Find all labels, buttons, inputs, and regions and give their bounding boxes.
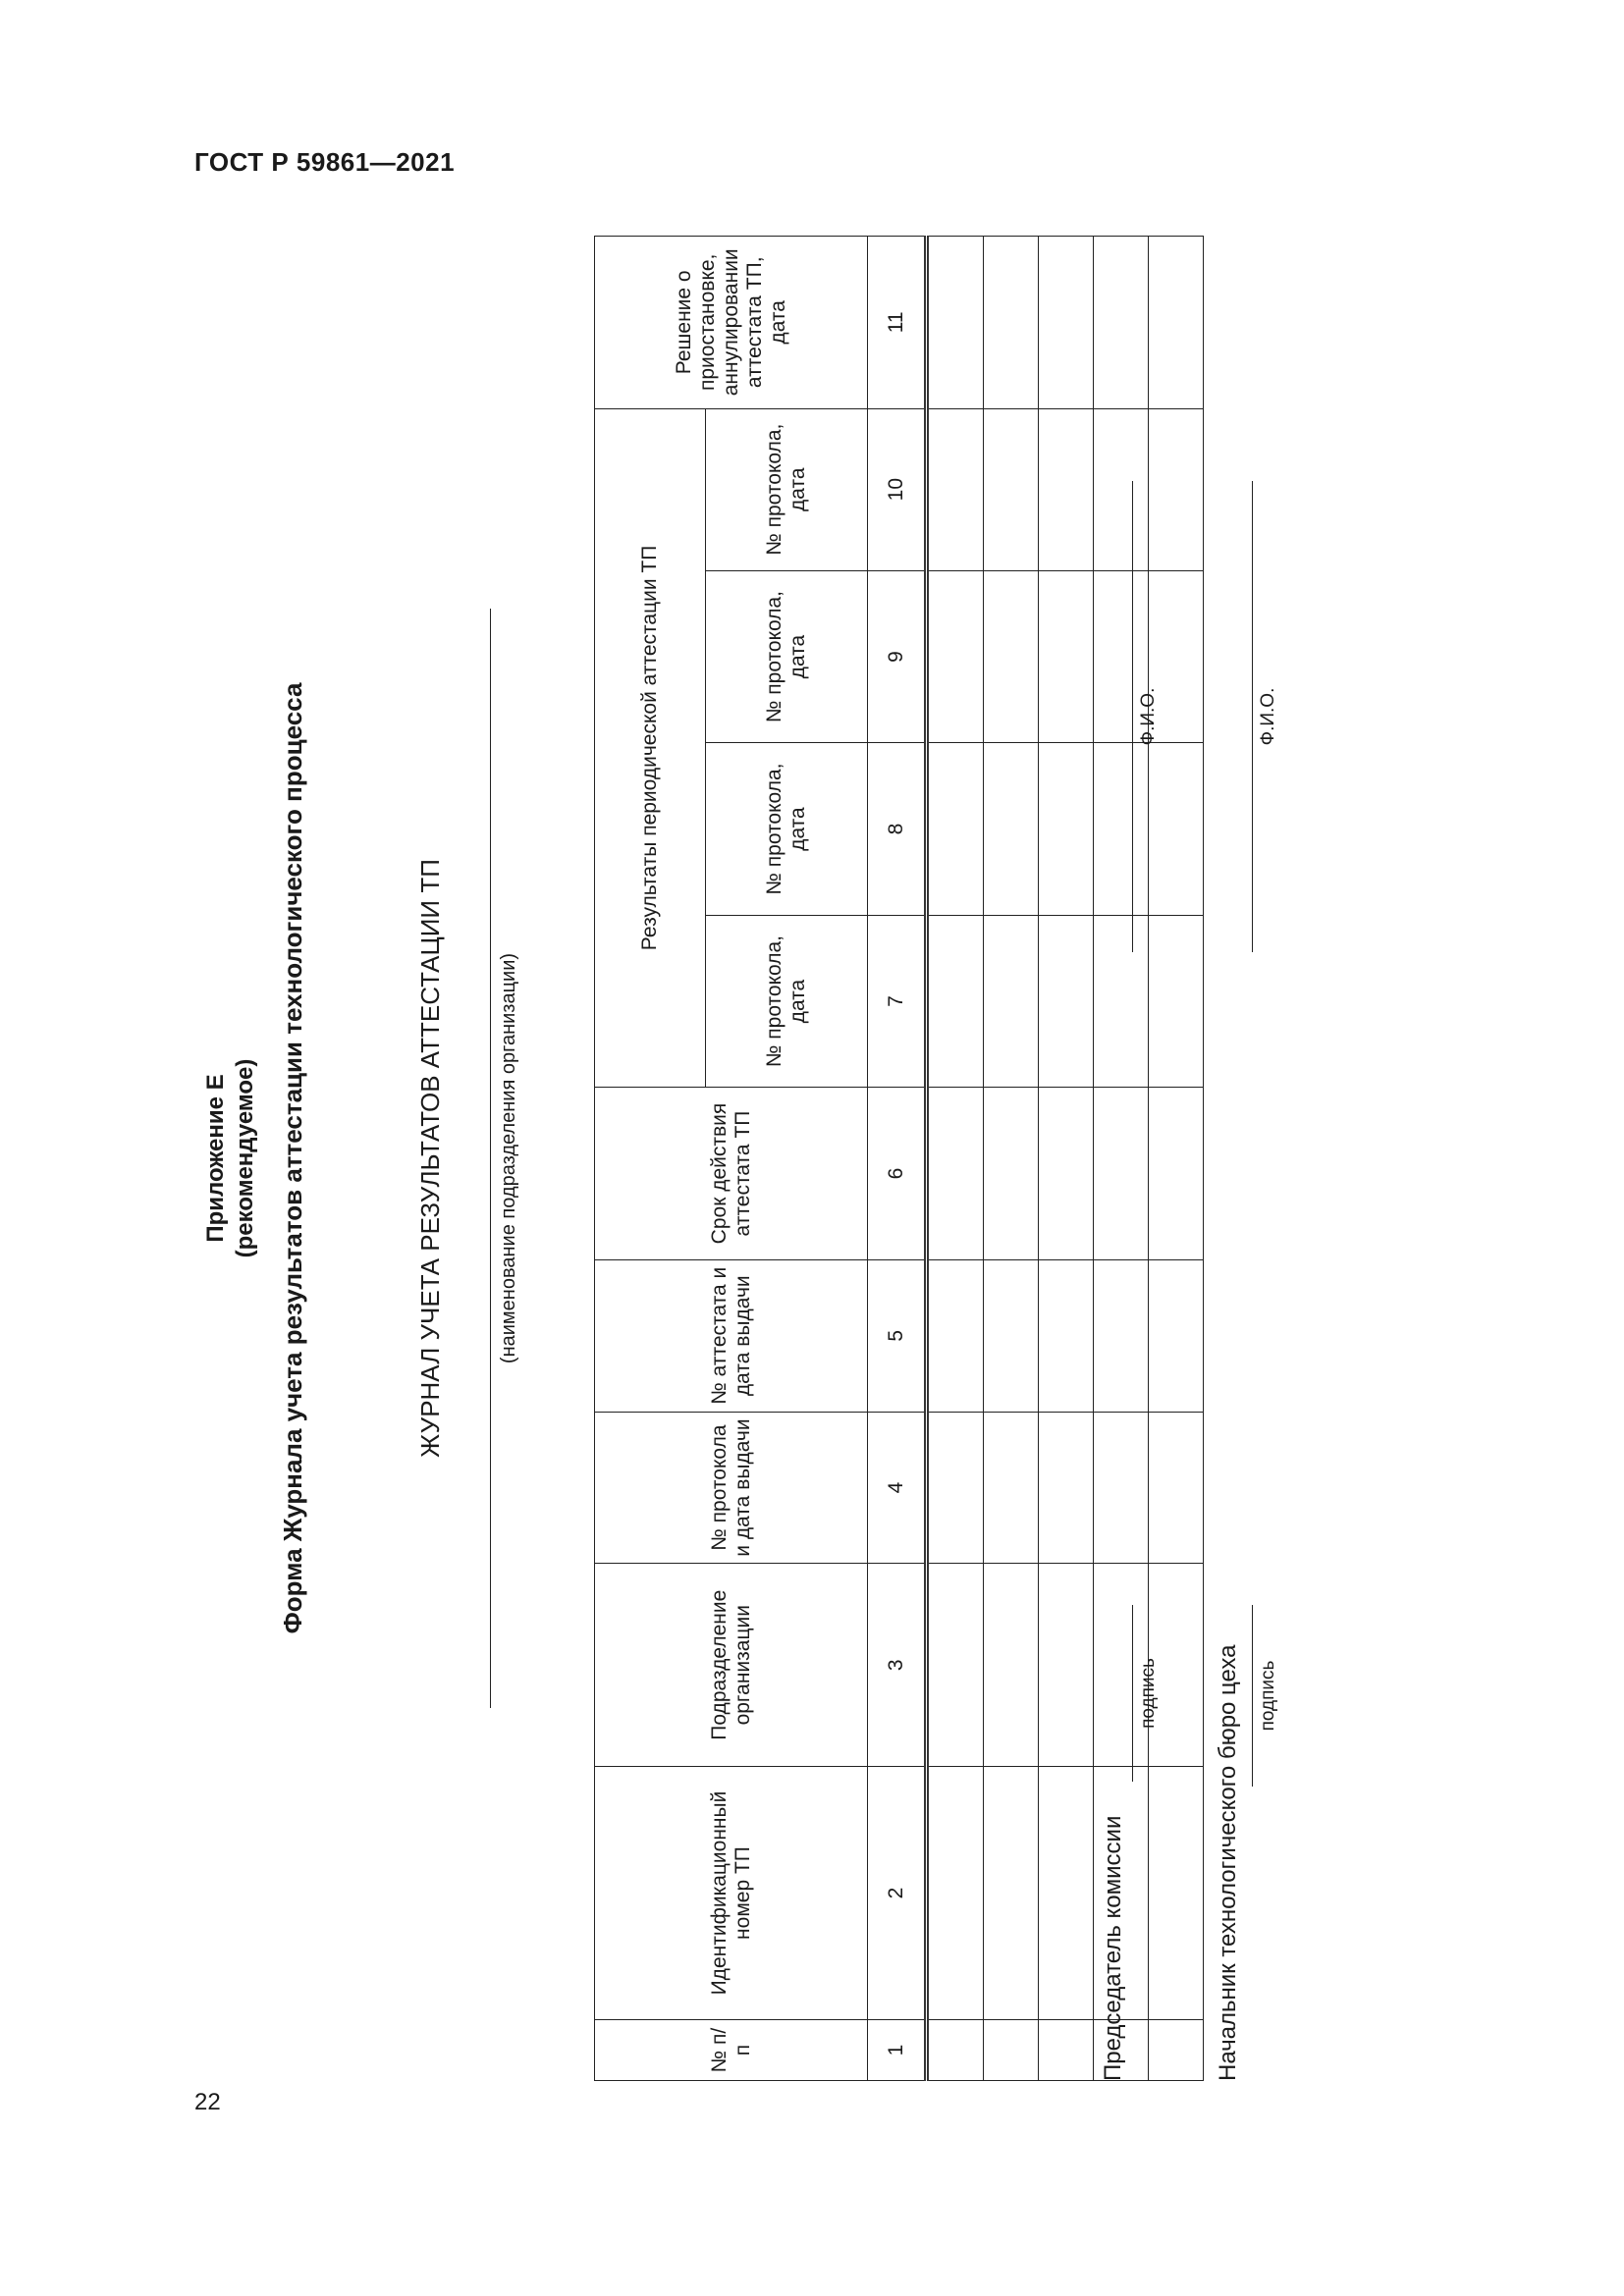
table-cell (1039, 2020, 1094, 2081)
table-cell (1149, 237, 1204, 409)
appendix-heading (201, 236, 260, 2081)
org-name-caption: (наименование подразделения организации) (498, 952, 519, 1364)
chair-label: Председатель комиссии (1100, 1815, 1126, 2081)
table-cell (927, 1259, 984, 1412)
column-number: 2 (868, 1766, 927, 2019)
column-number: 1 (868, 2020, 927, 2081)
table-cell (927, 915, 984, 1088)
chief-name-line (1252, 481, 1253, 952)
chief-signature-caption: подпись (1258, 1660, 1278, 1732)
table-row (927, 237, 984, 2081)
table-cell (984, 1766, 1039, 2019)
col-header-periodic-4: № протокола, дата (706, 408, 868, 570)
page-number: 22 (194, 2089, 221, 2115)
column-number: 9 (868, 570, 927, 743)
col-header-validity: Срок действия аттестата ТП (595, 1088, 868, 1260)
appendix-subtitle: (рекомендуемое) (232, 1058, 258, 1258)
table-cell (984, 1259, 1039, 1412)
org-name-line (490, 609, 491, 1708)
table-cell (984, 1412, 1039, 1564)
column-number: 6 (868, 1088, 927, 1260)
col-header-protocol: № протокола и дата выдачи (595, 1412, 868, 1564)
chief-signature-line (1252, 1605, 1253, 1787)
table-cell (1039, 570, 1094, 743)
col-header-tp-id: Идентификационный номер ТП (595, 1766, 868, 2019)
appendix-title: Приложение Е (202, 1074, 229, 1243)
table-cell (1039, 743, 1094, 916)
journal-table (594, 236, 1204, 2081)
column-number: 11 (868, 237, 927, 409)
col-header-periodic-results: Результаты периодической аттестации ТП (595, 408, 706, 1088)
table-cell (927, 1766, 984, 2019)
table-cell (984, 743, 1039, 916)
table-cell (1149, 1766, 1204, 2019)
table-cell (927, 743, 984, 916)
table-cell (984, 1564, 1039, 1766)
table-cell (1039, 408, 1094, 570)
table-cell (927, 237, 984, 409)
col-header-decision: Решение о приостановке, аннулировании аттестата ТП, дата (595, 237, 868, 409)
col-header-periodic-2: № протокола, дата (706, 743, 868, 916)
col-header-certificate: № аттестата и дата выдачи (595, 1259, 868, 1412)
table-cell (1039, 1088, 1094, 1260)
column-number: 8 (868, 743, 927, 916)
table-cell (984, 2020, 1039, 2081)
table-cell (927, 570, 984, 743)
col-header-periodic-3: № протокола, дата (706, 570, 868, 743)
table-cell (1149, 2020, 1204, 2081)
column-number: 5 (868, 1259, 927, 1412)
table-cell (927, 408, 984, 570)
landscape-content (182, 236, 1340, 2081)
table-cell (1094, 1088, 1149, 1260)
table-cell (1039, 1259, 1094, 1412)
table-cell (984, 1088, 1039, 1260)
column-number: 7 (868, 915, 927, 1088)
table-cell (1094, 1259, 1149, 1412)
table-cell (927, 1412, 984, 1564)
chief-name-caption: Ф.И.О. (1258, 687, 1278, 746)
table-cell (1039, 1412, 1094, 1564)
chair-name-caption: Ф.И.О. (1138, 687, 1159, 746)
table-cell (1149, 1259, 1204, 1412)
journal-title: ЖУРНАЛ УЧЕТА РЕЗУЛЬТАТОВ АТТЕСТАЦИИ ТП (415, 859, 445, 1458)
chair-signature-caption: подпись (1138, 1658, 1159, 1729)
col-header-number: № п/п (595, 2020, 868, 2081)
column-number: 10 (868, 408, 927, 570)
table-cell (984, 408, 1039, 570)
column-number-row (868, 237, 927, 2081)
table-row (1039, 237, 1094, 2081)
col-header-periodic-1: № протокола, дата (706, 915, 868, 1088)
document-header: ГОСТ Р 59861—2021 (194, 147, 456, 177)
table-cell (1039, 1766, 1094, 2019)
table-cell (927, 1564, 984, 1766)
table-row (984, 237, 1039, 2081)
table-cell (984, 237, 1039, 409)
table-cell (1149, 1412, 1204, 1564)
col-header-division: Подразделение организации (595, 1564, 868, 1766)
table-cell (1039, 1564, 1094, 1766)
table-cell (1094, 237, 1149, 409)
table-cell (927, 1088, 984, 1260)
column-number: 4 (868, 1412, 927, 1564)
chief-label: Начальник технологического бюро цеха (1215, 1644, 1241, 2081)
column-number: 3 (868, 1564, 927, 1766)
table-cell (927, 2020, 984, 2081)
table-cell (984, 570, 1039, 743)
table-cell (1039, 237, 1094, 409)
chair-signature-line (1132, 1605, 1133, 1782)
table-cell (984, 915, 1039, 1088)
chair-name-line (1132, 481, 1133, 952)
table-cell (1149, 1088, 1204, 1260)
form-title: Форма Журнала учета результатов аттестации технологического процесса (278, 682, 307, 1634)
table-cell (1039, 915, 1094, 1088)
table-cell (1094, 1412, 1149, 1564)
